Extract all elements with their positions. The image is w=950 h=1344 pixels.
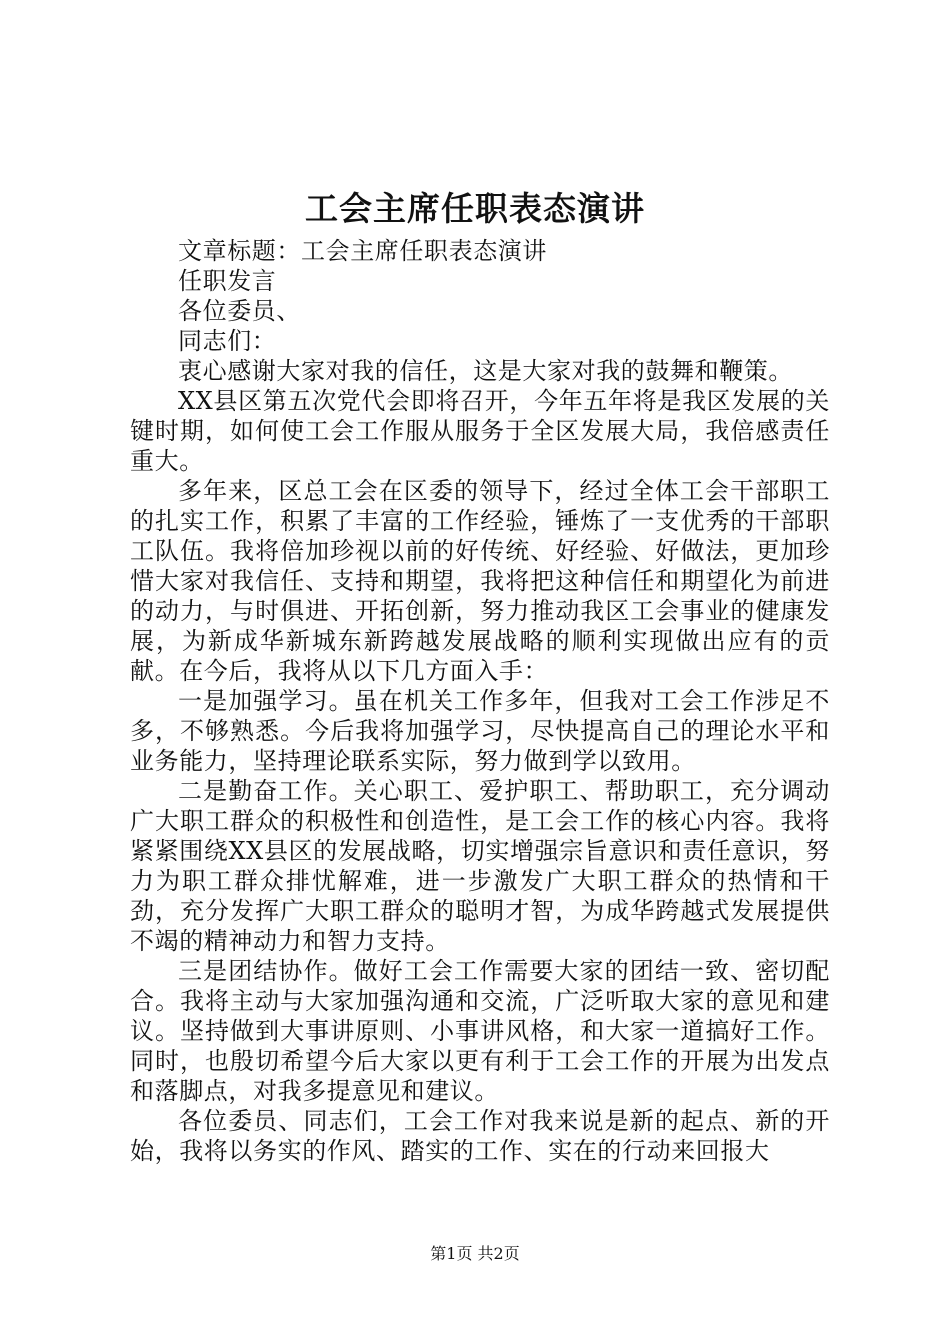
paragraph: 各位委员、 [178, 297, 301, 325]
page-footer: 第1页 共2页 [430, 1244, 520, 1263]
paragraph: 一是加强学习。虽在机关工作多年，但我对工会工作涉足不多，不够熟悉。今后我将加强学习，尽快提高自己的理论水平和业务能力，坚持理论联系实际，努力做到学以致用。 [130, 687, 830, 775]
paragraph: XX县区第五次党代会即将召开，今年五年将是我区发展的关键时期，如何使工会工作服从服务于全区发展大局，我倍感责任重大。 [130, 387, 830, 475]
paragraph: 衷心感谢大家对我的信任，这是大家对我的鼓舞和鞭策。 [178, 357, 793, 385]
document-body [130, 236, 830, 1166]
paragraph: 文章标题：工会主席任职表态演讲 [178, 237, 547, 265]
paragraph: 二是勤奋工作。关心职工、爱护职工、帮助职工，充分调动广大职工群众的积极性和创造性，是工会工作的核心内容。我将紧紧围绕XX县区的发展战略，切实增强宗旨意识和责任意识，努力为职工群众排忧解难，进一步激发广大职工群众的热情和干劲，充分发挥广大职工群众的聪明才智，为成华跨越式发展提供不竭的精神动力和智力支持。 [130, 777, 830, 955]
paragraph: 任职发言 [178, 267, 277, 295]
paragraph: 各位委员、同志们，工会工作对我来说是新的起点、新的开始，我将以务实的作风、踏实的工作、实在的行动来回报大 [130, 1107, 830, 1165]
paragraph: 多年来，区总工会在区委的领导下，经过全体工会干部职工的扎实工作，积累了丰富的工作经验，锤炼了一支优秀的干部职工队伍。我将倍加珍视以前的好传统、好经验、好做法，更加珍惜大家对我信任、支持和期望，我将把这种信任和期望化为前进的动力，与时俱进、开拓创新，努力推动我区工会事业的健康发展，为新成华新城东新跨越发展战略的顺利实现做出应有的贡献。在今后，我将从以下几方面入手： [130, 477, 830, 685]
document-title: 工会主席任职表态演讲 [305, 189, 645, 228]
paragraph: 同志们： [178, 327, 277, 355]
paragraph: 三是团结协作。做好工会工作需要大家的团结一致、密切配合。我将主动与大家加强沟通和交流，广泛听取大家的意见和建议。坚持做到大事讲原则、小事讲风格，和大家一道搞好工作。同时，也殷切希望今后大家以更有利于工会工作的开展为出发点和落脚点，对我多提意见和建议。 [130, 957, 830, 1105]
